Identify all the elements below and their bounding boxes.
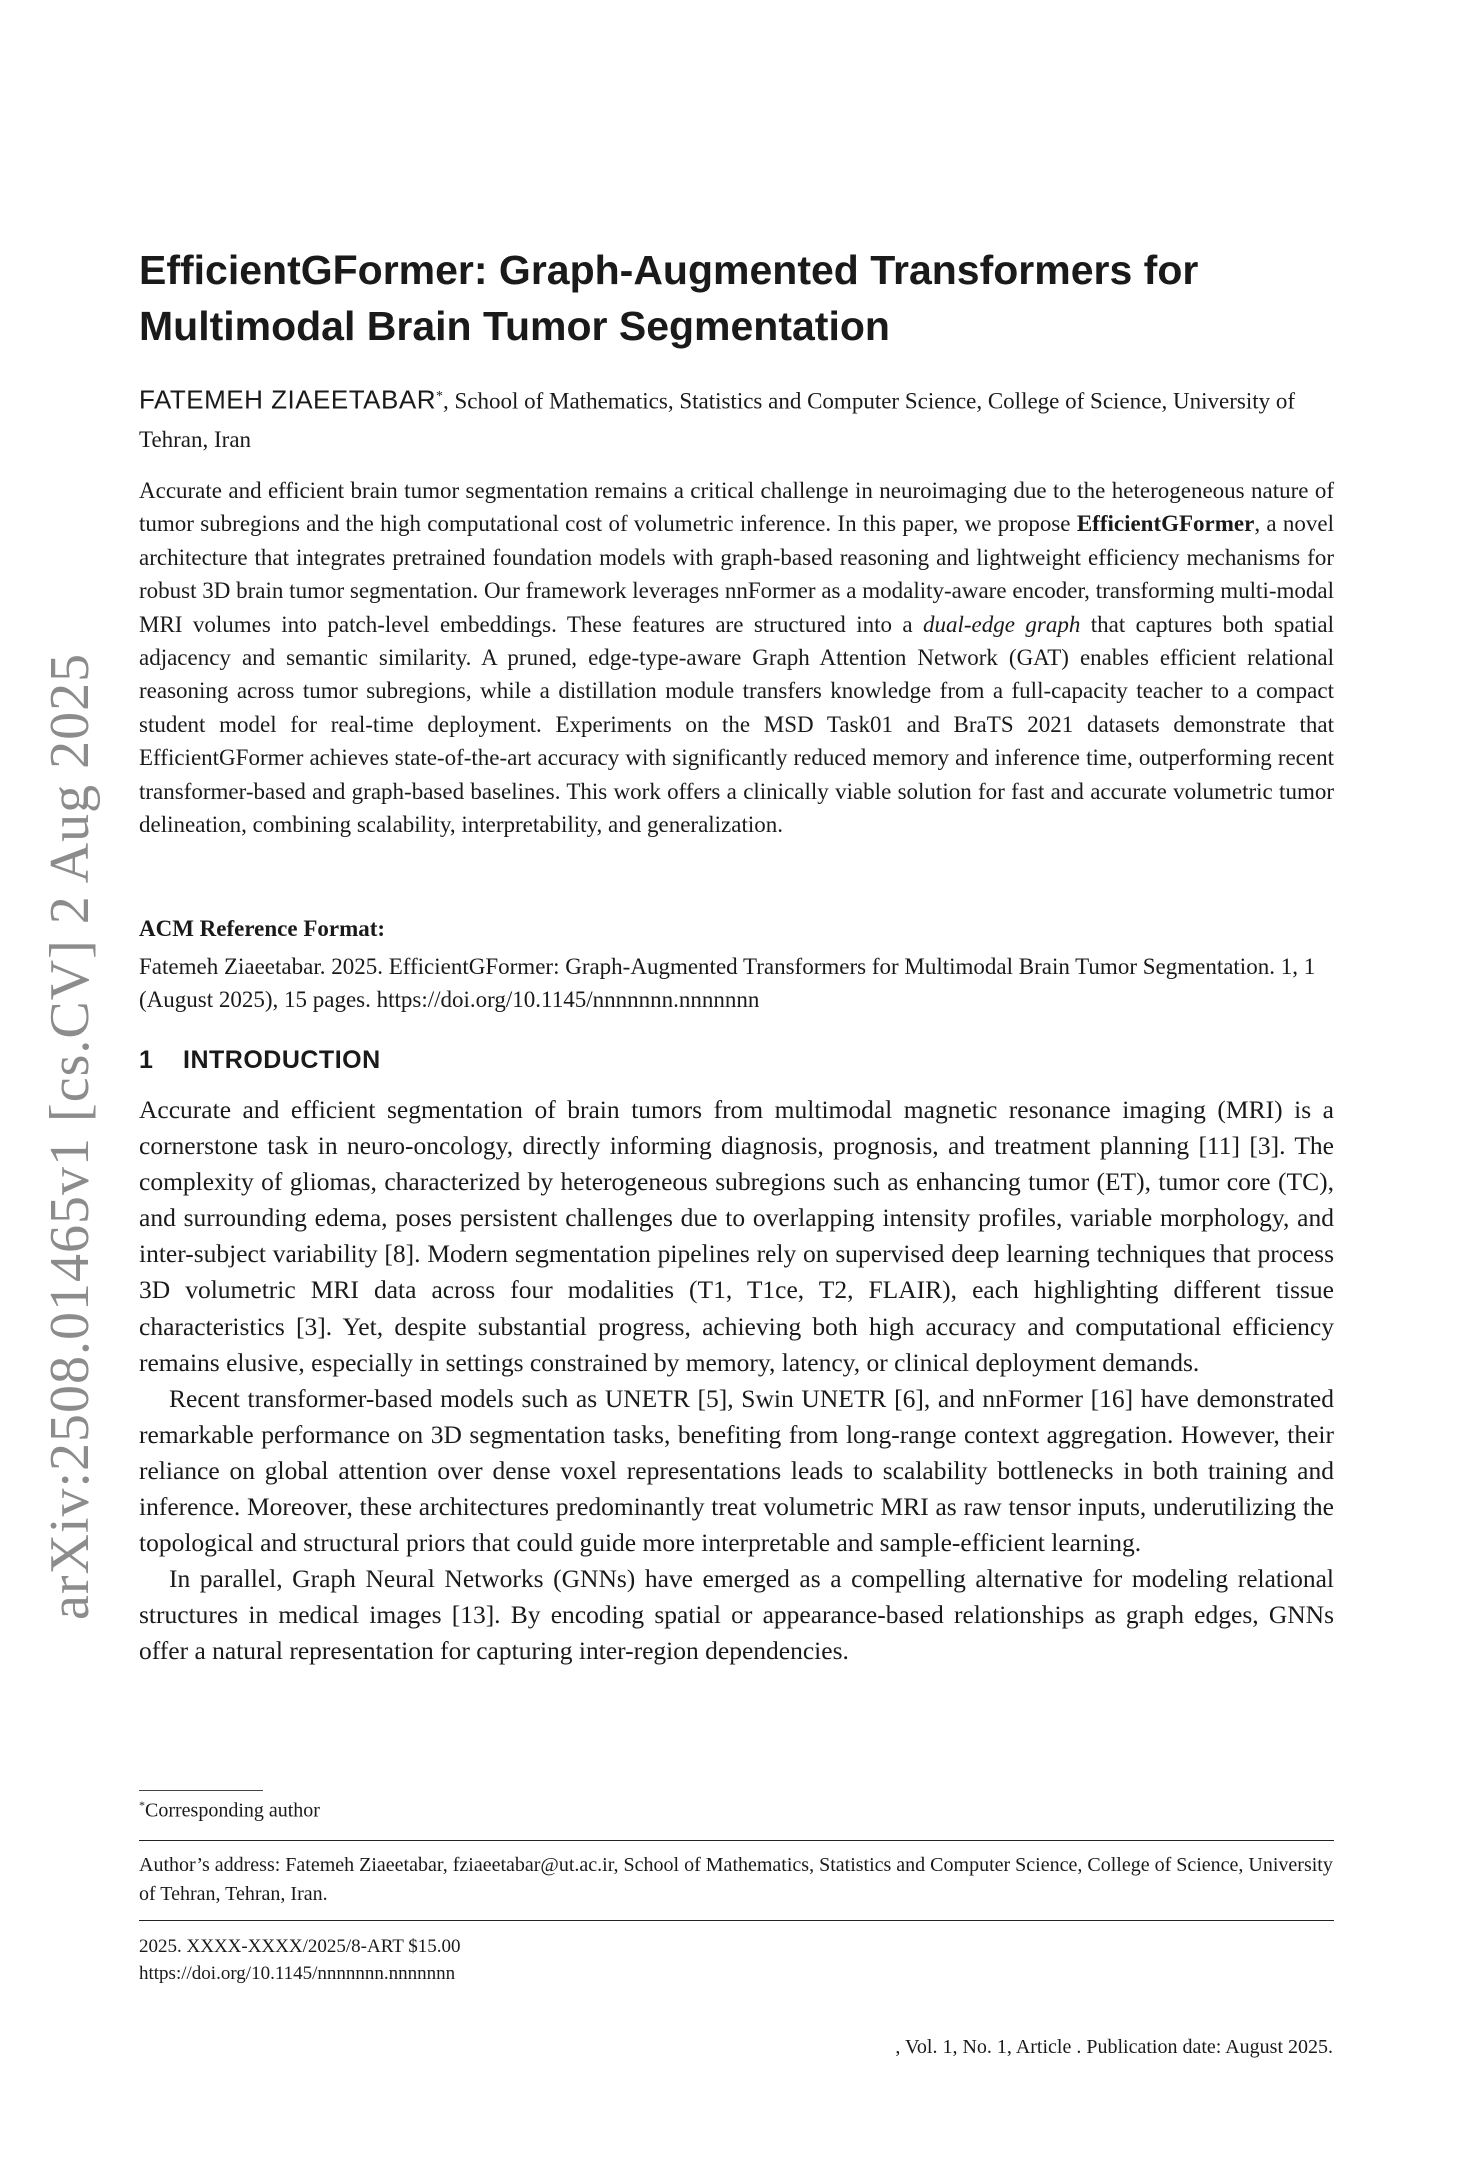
divider: [139, 1920, 1334, 1921]
copyright-block: [139, 1933, 461, 1987]
paragraph: In parallel, Graph Neural Networks (GNNs) have emerged as a compelling alternative for modeling relational structures in medical images [13]. By encoding spatial or appearance-based relationships as graph edges, GNNs offer a natural representation for capturing inter-region dependencies.: [139, 1564, 1334, 1666]
footnote-marker: *: [139, 1798, 145, 1812]
abstract: [139, 474, 1334, 841]
section-heading: [139, 1046, 381, 1075]
abstract-emphasis: dual-edge graph: [923, 611, 1081, 637]
footnote-text: Corresponding author: [145, 1799, 320, 1822]
doi-line: https://doi.org/10.1145/nnnnnnn.nnnnnnn: [139, 1963, 456, 1984]
running-footer: , Vol. 1, No. 1, Article . Publication date: August 2025.: [895, 2036, 1333, 2058]
author-name: FATEMEH ZIAEETABAR: [139, 384, 436, 415]
arxiv-identifier-stamp: arXiv:2508.01465v1 [cs.CV] 2 Aug 2025: [39, 652, 101, 1620]
author-affiliation: , School of Mathematics, Statistics and Computer Science, College of Science, University of Tehran, Iran: [139, 388, 1296, 452]
paper-title: EfficientGFormer: Graph-Augmented Transformers for Multimodal Brain Tumor Segmentation: [139, 247, 1199, 349]
paragraph: Recent transformer-based models such as UNETR [5], Swin UNETR [6], and nnFormer [16] have demonstrated remarkable performance on 3D segmentation tasks, benefiting from long-range context aggregation. However, their reliance on global attention over dense voxel representations leads to scalability bottlenecks in both training and inference. Moreover, these architectures predominantly treat volumetric MRI as raw tensor inputs, underutilizing the topological and structural priors that could guide more interpretable and sample-efficient learning.: [139, 1383, 1334, 1558]
divider: [139, 1840, 1334, 1841]
acm-reference-citation: Fatemeh Ziaeetabar. 2025. EfficientGFormer: Graph-Augmented Transformers for Multimodal Brain Tumor Segmentation. 1, 1 (August 2025), 15 pages. https://doi.org/10.1145/nnnnnnn.nnnnnnn: [139, 954, 1316, 1012]
footnote: [139, 1798, 320, 1823]
abstract-text: , a novel architecture that integrates pretrained foundation models with graph-based reasoning and lightweight efficiency mechanisms for robust 3D brain tumor segmentation. Our framework leverages nnFormer as a modality-aware encoder, transforming multi-modal MRI volumes into patch-level embeddings. These features are structured into a: [139, 511, 1334, 637]
corresponding-marker: *: [435, 389, 443, 404]
abstract-text: Accurate and efficient brain tumor segmentation remains a critical challenge in neuroimaging due to the heterogeneous nature of tumor subregions and the high computational cost of volumetric inference. In this paper, we propose: [139, 478, 1334, 537]
author-block: [139, 378, 1339, 459]
paragraph: Accurate and efficient segmentation of brain tumors from multimodal magnetic resonance imaging (MRI) is a cornerstone task in neuro-oncology, directly informing diagnosis, prognosis, and treatment planning [11] [3]. The complexity of gliomas, characterized by heterogeneous subregions such as enhancing tumor (ET), tumor core (TC), and surrounding edema, poses persistent challenges due to overlapping intensity profiles, variable morphology, and inter-subject variability [8]. Modern segmentation pipelines rely on supervised deep learning techniques that process 3D volumetric MRI data across four modalities (T1, T1ce, T2, FLAIR), each highlighting different tissue characteristics [3]. Yet, despite substantial progress, achieving both high accuracy and computational efficiency remains elusive, especially in settings constrained by memory, latency, or clinical deployment demands.: [139, 1095, 1334, 1377]
acm-reference-heading: ACM Reference Format:: [139, 916, 386, 941]
section-title: INTRODUCTION: [183, 1046, 381, 1074]
abstract-text: that captures both spatial adjacency and semantic similarity. A pruned, edge-type-aware Graph Attention Network (GAT) enables efficient relational reasoning across tumor subregions, while a distillation module transfers knowledge from a full-capacity teacher to a compact student model for real-time deployment. Experiments on the MSD Task01 and BraTS 2021 datasets demonstrate that EfficientGFormer achieves state-of-the-art accuracy with significantly reduced memory and inference time, outperforming recent transformer-based and graph-based baselines. This work offers a clinically viable solution for fast and accurate volumetric tumor delineation, combining scalability, interpretability, and generalization.: [139, 611, 1334, 838]
author-address: Author’s address: Fatemeh Ziaeetabar, fziaeetabar@ut.ac.ir, School of Mathematics, Statistics and Computer Science, College of Science, University of Tehran, Tehran, Iran.: [139, 1854, 1333, 1905]
abstract-model-name: EfficientGFormer: [1076, 511, 1255, 537]
footnote-divider: [139, 1790, 263, 1791]
section-number: 1: [139, 1046, 154, 1074]
copyright-line: 2025. XXXX-XXXX/2025/8-ART $15.00: [139, 1936, 461, 1957]
introduction-body: [139, 1092, 1334, 1670]
